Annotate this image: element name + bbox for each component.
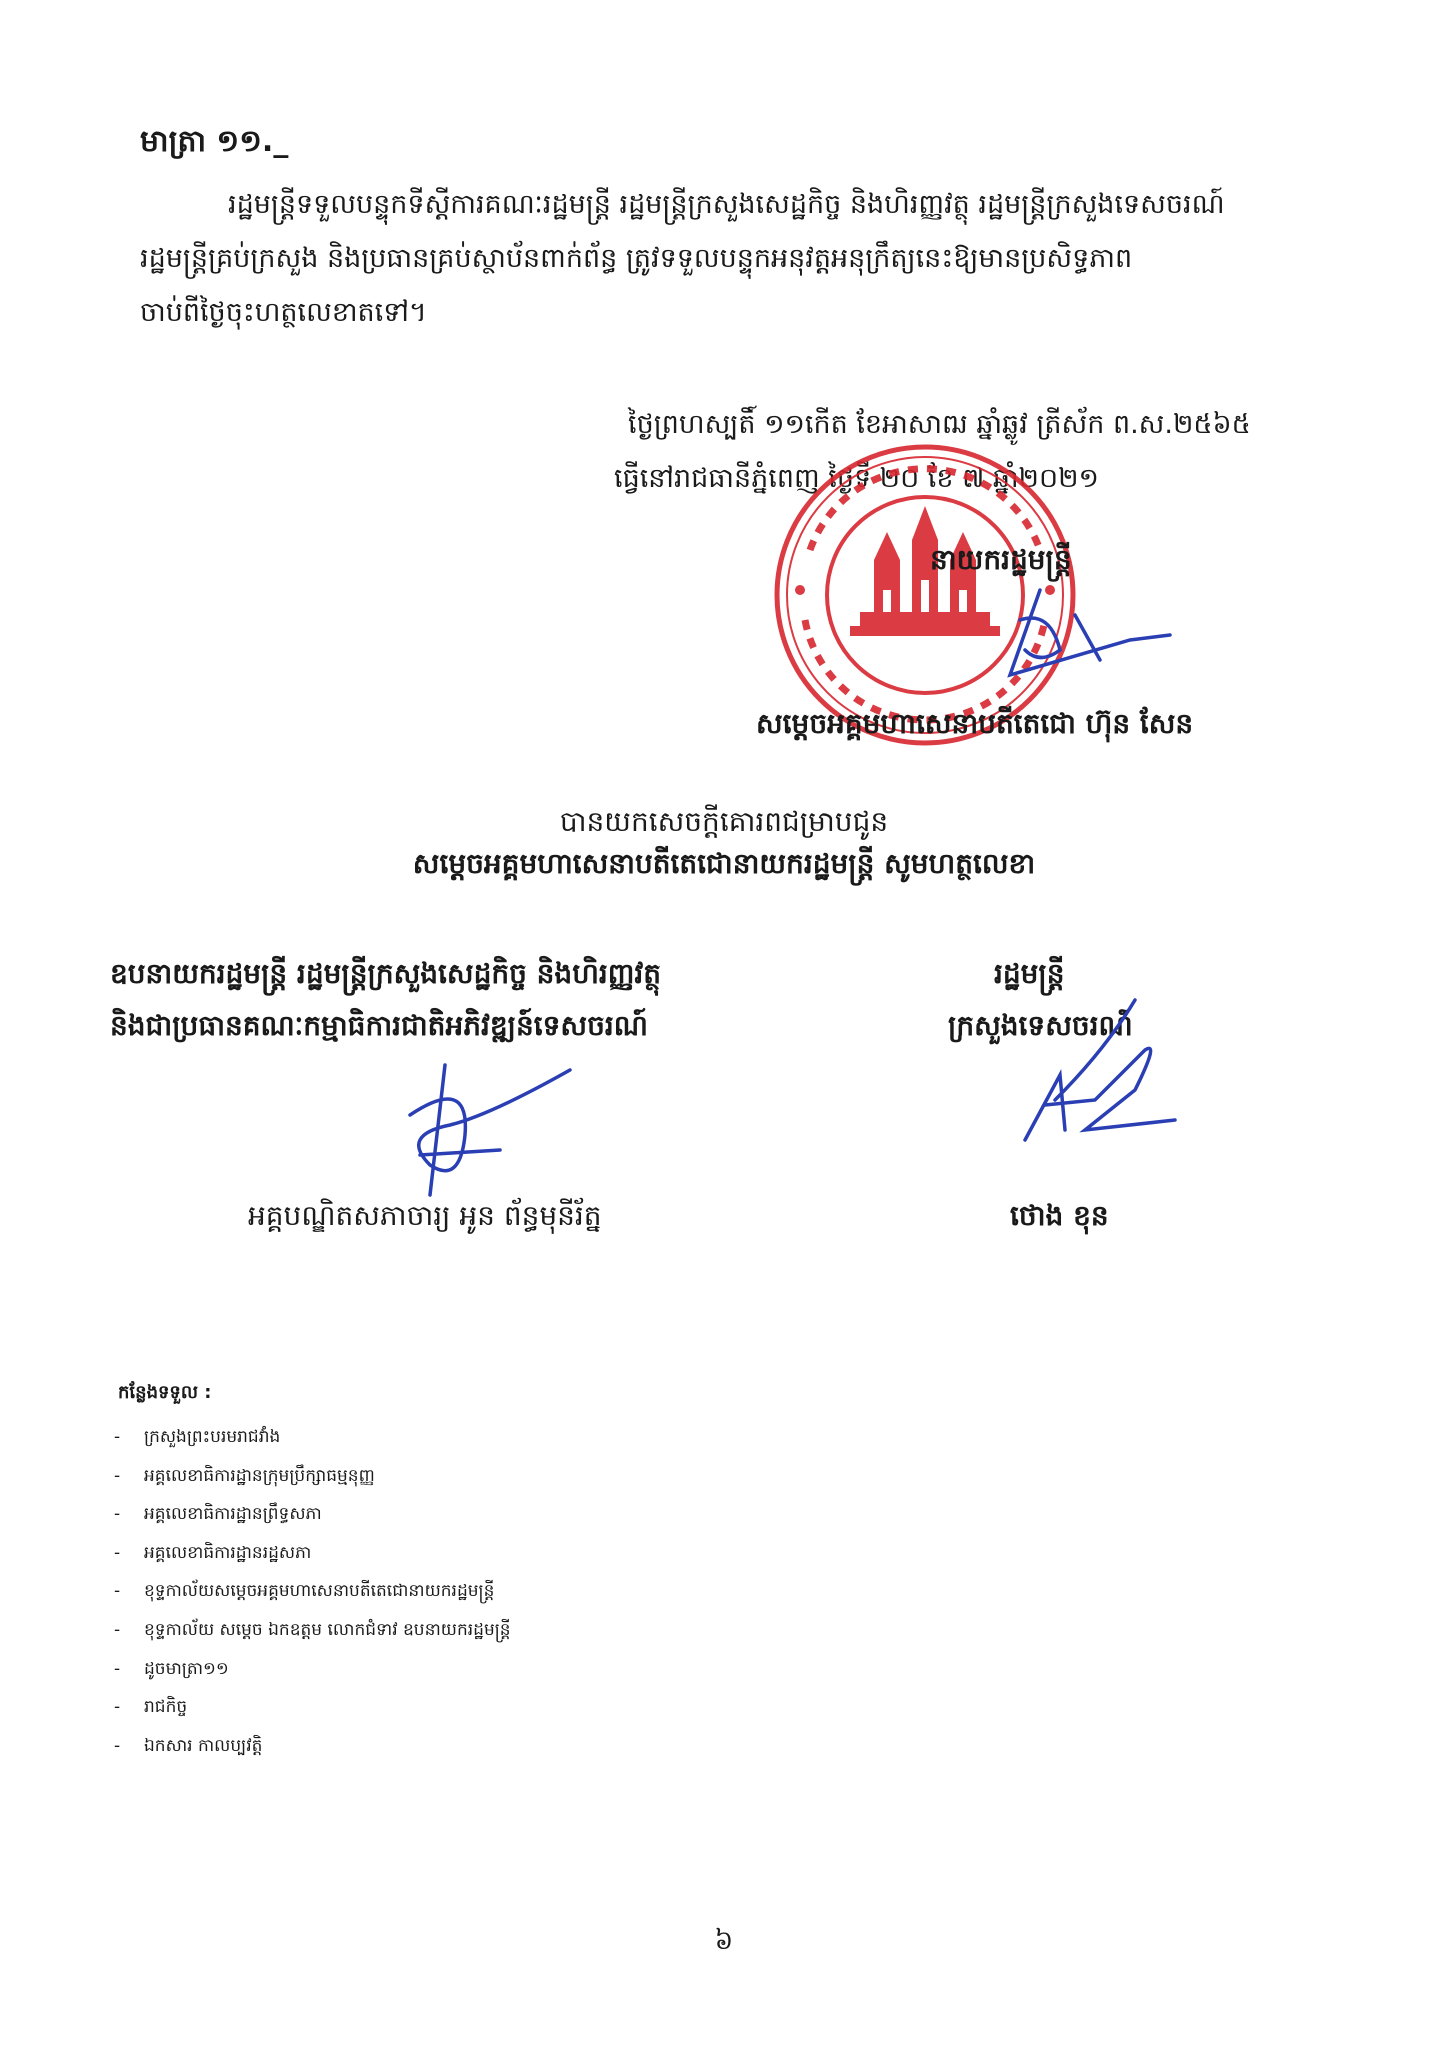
list-item: - អគ្គលេខាធិការដ្ឋានក្រុមប្រឹក្សាធម្មនុញ្ញ — [114, 1457, 511, 1496]
prime-minister-title: នាយករដ្ឋមន្ត្រី — [930, 543, 1072, 576]
place-and-date: ធ្វើនៅរាជធានីភ្នំពេញ ថ្ងៃទី ២០ ខែ ៧ ឆ្នាំ២០២១ — [614, 463, 1099, 494]
list-item: - ខុទ្ទកាល័យសម្តេចអគ្គមហាសេនាបតីតេជោនាយករដ្ឋមន្ត្រី — [114, 1572, 511, 1611]
deputy-pm-title-2: និងជាប្រធានគណៈកម្មាធិការជាតិអភិវឌ្ឍន៍ទេសចរណ៍ — [110, 1009, 648, 1042]
page-number: ៦ — [714, 1926, 734, 1956]
recipients-title: កន្លែងទទួល : — [118, 1382, 212, 1403]
deputy-pm-title-1: ឧបនាយករដ្ឋមន្ត្រី រដ្ឋមន្ត្រីក្រសួងសេដ្ឋកិច្ច និងហិរញ្ញវត្ថុ — [110, 957, 662, 990]
tourism-minister-title-2: ក្រសួងទេសចរណ៍ — [948, 1009, 1133, 1042]
list-item: - ដូចមាត្រា១១ — [114, 1650, 511, 1689]
article-line-1: រដ្ឋមន្ត្រីទទួលបន្ទុកទីស្តីការគណៈរដ្ឋមន្ត្រី រដ្ឋមន្ត្រីក្រសួងសេដ្ឋកិច្ច និងហិរញ្ញវត្ថុ រដ្ឋមន្ត្រីក្រសួងទេសចរណ៍ — [228, 189, 1225, 220]
article-line-3: ចាប់ពីថ្ងៃចុះហត្ថលេខាតទៅ។ — [140, 297, 427, 328]
list-item: - ខុទ្ទកាល័យ សម្តេច ឯកឧត្តម លោកជំទាវ ឧបនាយករដ្ឋមន្ត្រី — [114, 1611, 511, 1650]
list-item: - អគ្គលេខាធិការដ្ឋានរដ្ឋសភា — [114, 1534, 511, 1573]
prime-minister-name: សម្តេចអគ្គមហាសេនាបតីតេជោ ហ៊ុន សែន — [756, 707, 1194, 740]
list-item: - ឯកសារ កាលប្បវត្តិ — [114, 1727, 511, 1766]
list-item: - អគ្គលេខាធិការដ្ឋានព្រឹទ្ធសភា — [114, 1495, 511, 1534]
submission-line-1: បានយកសេចក្តីគោរពជម្រាបជូន — [559, 805, 889, 838]
article-heading: មាត្រា ១១._ — [140, 124, 289, 159]
list-item: - ក្រសួងព្រះបរមរាជវាំង — [114, 1418, 511, 1457]
tourism-minister-name: ថោង ខុន — [1010, 1199, 1109, 1232]
deputy-pm-name: អគ្គបណ្ឌិតសភាចារ្យ អូន ព័ន្ធមុនីរ័ត្ន — [248, 1199, 602, 1232]
article-line-2: រដ្ឋមន្ត្រីគ្រប់ក្រសួង និងប្រធានគ្រប់ស្ថាប័នពាក់ព័ន្ធ ត្រូវទទួលបន្ទុកអនុវត្តអនុក្រឹត្យនេះឱ្យមានប្រសិទ្ធភាព — [140, 243, 1133, 274]
list-item: - រាជកិច្ច — [114, 1688, 511, 1727]
tourism-minister-title-1: រដ្ឋមន្ត្រី — [994, 957, 1065, 990]
deputy-pm-signature-icon — [390, 1055, 580, 1205]
tourism-minister-signature-icon — [985, 990, 1185, 1160]
recipients-list — [114, 1418, 511, 1765]
lunar-date: ថ្ងៃព្រហស្បតិ៍ ១១កើត ខែអាសាឍ ឆ្នាំឆ្លូវ ត្រីស័ក ព.ស.២៥៦៥ — [628, 409, 1251, 440]
submission-line-2: សម្តេចអគ្គមហាសេនាបតីតេជោនាយករដ្ឋមន្ត្រី សូមហត្ថលេខា — [412, 847, 1036, 880]
prime-minister-signature-icon — [980, 580, 1180, 690]
